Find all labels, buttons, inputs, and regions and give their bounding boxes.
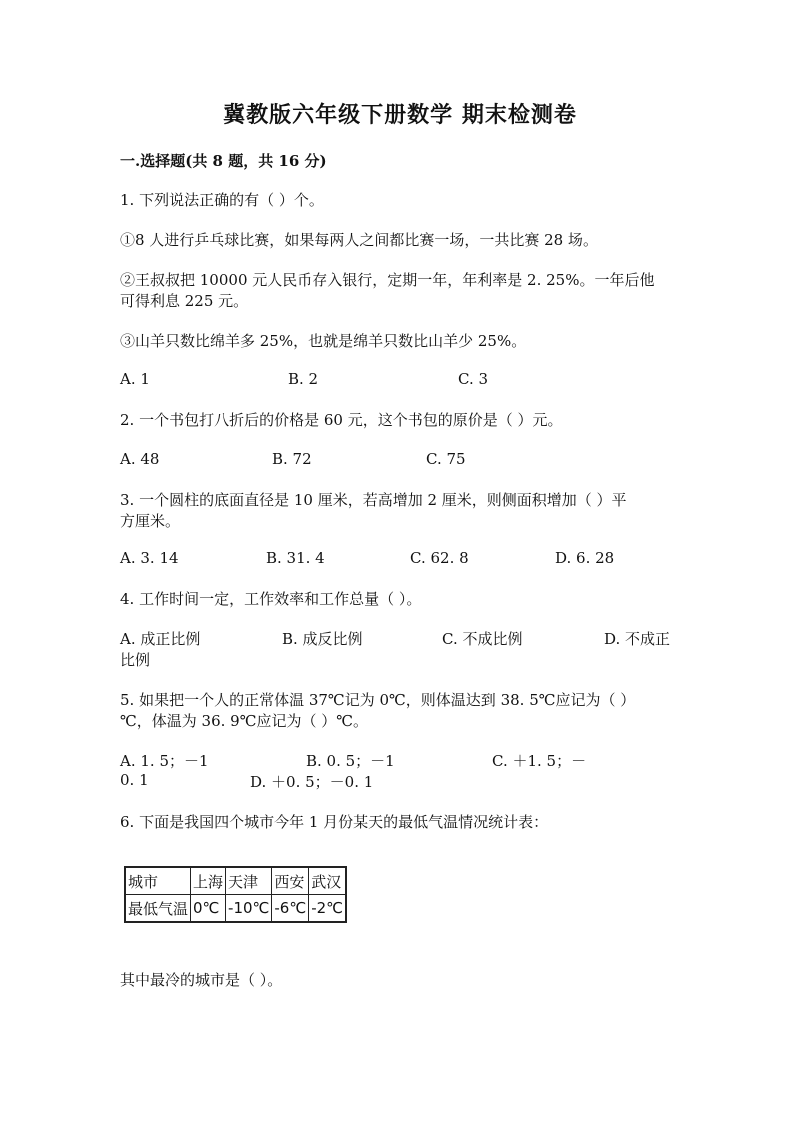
option-b[interactable]: B. 2 — [288, 370, 319, 388]
section-heading: 一.选择题(共 8 题，共 16 分) — [120, 152, 327, 170]
table-cell: 最低气温 — [125, 895, 191, 923]
question-2-stem: 2. 一个书包打八折后的价格是 60 元，这个书包的原价是（ ）元。 — [120, 411, 563, 429]
question-6-stem: 6. 下面是我国四个城市今年 1 月份某天的最低气温情况统计表： — [120, 813, 549, 831]
question-5-stem-cont: ℃，体温为 36. 9℃应记为（ ）℃。 — [120, 712, 369, 730]
option-c[interactable]: C. ＋1. 5；－ — [492, 752, 587, 770]
question-3-stem: 3. 一个圆柱的底面直径是 10 厘米，若高增加 2 厘米，则侧面积增加（ ）平 — [120, 491, 627, 509]
option-c-cont: 0. 1 — [120, 771, 149, 789]
question-5-stem: 5. 如果把一个人的正常体温 37℃记为 0℃，则体温达到 38. 5℃应记为（ ） — [120, 691, 636, 709]
table-cell: 西安 — [272, 867, 309, 895]
option-d[interactable]: D. 不成正 — [604, 630, 671, 648]
table-row — [125, 867, 346, 895]
table-cell: 城市 — [125, 867, 191, 895]
option-c[interactable]: C. 75 — [426, 450, 466, 468]
temperature-table — [124, 866, 347, 923]
option-d[interactable]: D. 6. 28 — [555, 549, 615, 567]
question-4-stem: 4. 工作时间一定，工作效率和工作总量（ ）。 — [120, 590, 422, 608]
option-c[interactable]: C. 62. 8 — [410, 549, 469, 567]
question-1-statement-2: ②王叔叔把 10000 元人民币存入银行，定期一年，年利率是 2. 25%。一年后他 — [120, 271, 655, 289]
option-c[interactable]: C. 3 — [458, 370, 489, 388]
question-4-option-d-cont: 比例 — [120, 651, 151, 669]
option-b[interactable]: B. 72 — [272, 450, 312, 468]
table-cell: 武汉 — [309, 867, 346, 895]
table-cell: -6℃ — [272, 895, 309, 923]
option-b[interactable]: B. 31. 4 — [266, 549, 325, 567]
table-cell: 天津 — [226, 867, 272, 895]
option-c[interactable]: C. 不成比例 — [442, 630, 523, 648]
option-a[interactable]: A. 1 — [120, 370, 150, 388]
question-1-stem: 1. 下列说法正确的有（ ）个。 — [120, 191, 324, 209]
table-cell: -10℃ — [226, 895, 272, 923]
option-a[interactable]: A. 1. 5；－1 — [120, 752, 209, 770]
question-1-statement-3: ③山羊只数比绵羊多 25%，也就是绵羊只数比山羊少 25%。 — [120, 332, 527, 350]
table-cell: -2℃ — [309, 895, 346, 923]
table-row — [125, 895, 346, 923]
option-b[interactable]: B. 0. 5；－1 — [306, 752, 395, 770]
question-6-question: 其中最冷的城市是（ ）。 — [120, 971, 283, 989]
option-a[interactable]: A. 3. 14 — [120, 549, 179, 567]
table-cell: 上海 — [191, 867, 226, 895]
table-cell: 0℃ — [191, 895, 226, 923]
option-a[interactable]: A. 48 — [120, 450, 160, 468]
question-1-statement-1: ①8 人进行乒乓球比赛，如果每两人之间都比赛一场，一共比赛 28 场。 — [120, 231, 598, 249]
question-3-stem-cont: 方厘米。 — [120, 512, 181, 530]
option-a[interactable]: A. 成正比例 — [120, 630, 201, 648]
option-d[interactable]: D. ＋0. 5；－0. 1 — [250, 773, 374, 791]
option-b[interactable]: B. 成反比例 — [282, 630, 363, 648]
question-1-statement-2-cont: 可得利息 225 元。 — [120, 292, 249, 310]
page-title: 冀教版六年级下册数学 期末检测卷 — [223, 102, 577, 128]
